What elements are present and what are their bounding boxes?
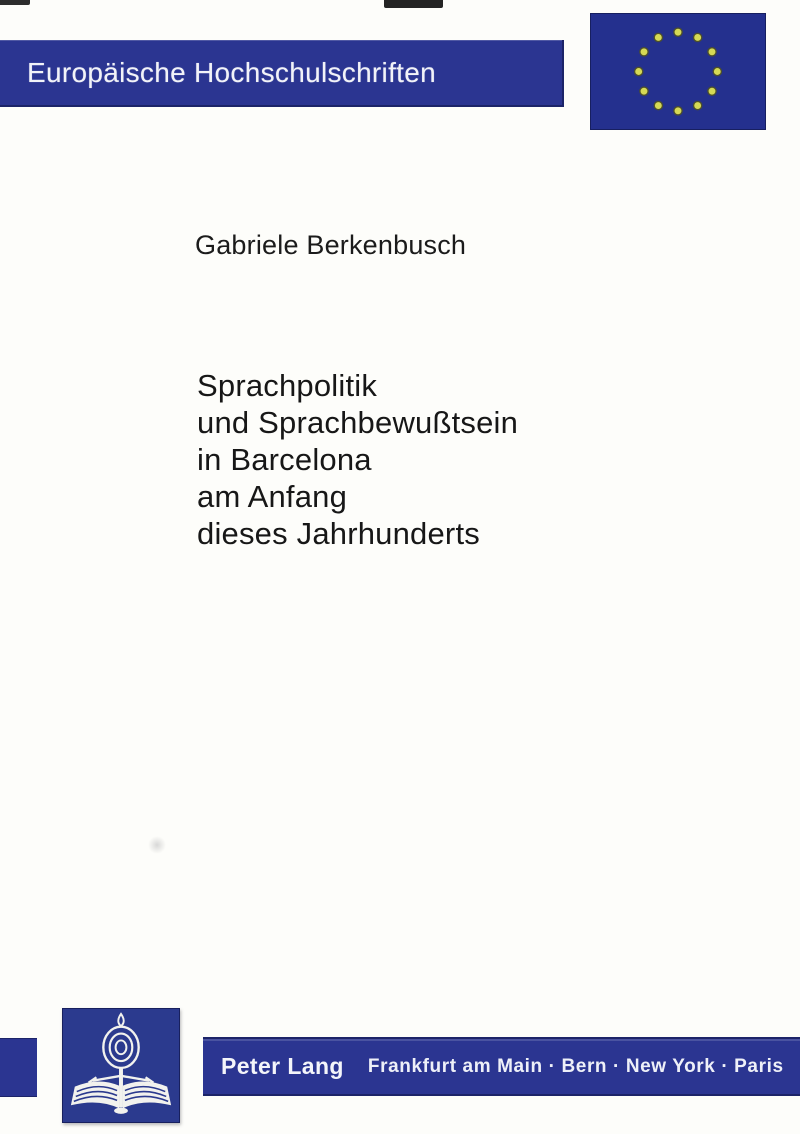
series-banner	[0, 40, 564, 107]
scan-speck	[148, 836, 166, 854]
eu-flag-stars	[591, 14, 765, 129]
series-title: Europäische Hochschulschriften	[27, 56, 436, 88]
publisher-logo	[62, 1008, 180, 1123]
eu-flag-icon	[590, 13, 766, 130]
publisher-cities: Frankfurt am Main · Bern · New York · Paris	[367, 1055, 784, 1077]
title-line: dieses Jahrhunderts	[197, 516, 480, 551]
scan-artifact	[384, 0, 443, 8]
title-line: am Anfang	[197, 479, 348, 514]
book-title	[197, 367, 518, 552]
title-line: in Barcelona	[197, 442, 372, 477]
author-name: Gabriele Berkenbusch	[195, 230, 467, 260]
title-line: Sprachpolitik	[197, 368, 378, 403]
title-line: und Sprachbewußtsein	[197, 405, 519, 440]
publisher-banner	[203, 1037, 800, 1096]
left-edge-strip	[0, 1038, 37, 1097]
peter-lang-lamp-book-logo-icon	[63, 1009, 179, 1122]
scan-artifact	[0, 0, 30, 5]
publisher-name: Peter Lang	[221, 1053, 344, 1079]
